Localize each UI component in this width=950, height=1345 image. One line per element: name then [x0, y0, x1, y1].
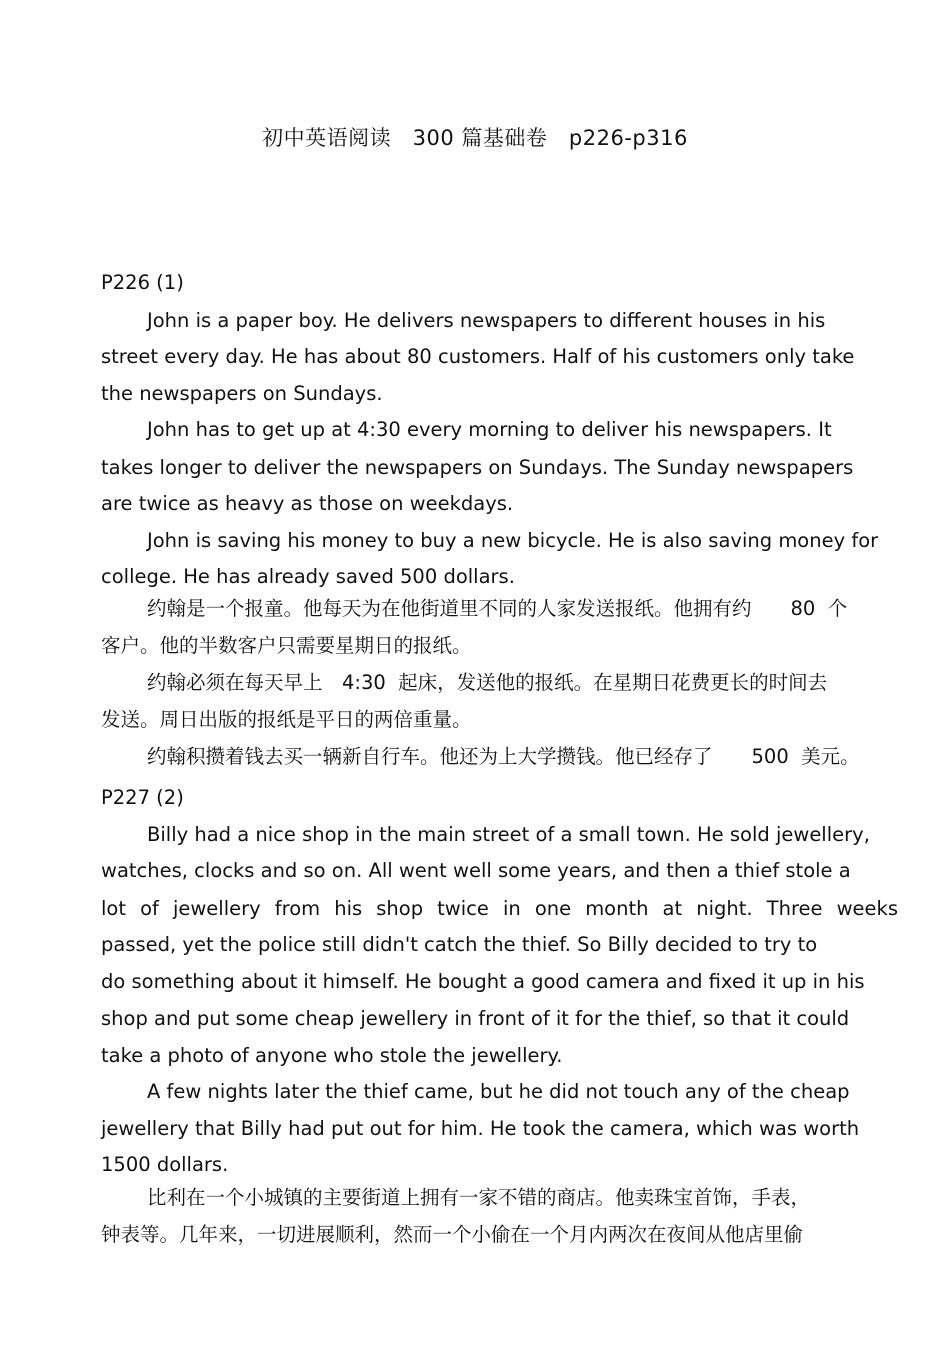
paragraph-line: watches, clocks and so on. All went well some years, and then a thief stole a	[101, 859, 851, 882]
paragraph-line: lot of jewellery from his shop twice in one month at night. Three weeks	[101, 897, 898, 920]
translation-line: 客户。他的半数客户只需要星期日的报纸。	[101, 634, 472, 657]
section-heading: P226 (1)	[101, 271, 184, 294]
translation-line: 约翰是一个报童。他每天为在他街道里不同的人家发送报纸。他拥有约 80 个	[147, 597, 848, 620]
translation-line: 钟表等。几年来，一切进展顺利，然而一个小偷在一个月内两次在夜间从他店里偷	[101, 1223, 804, 1246]
section-heading: P227 (2)	[101, 786, 184, 809]
paragraph-line: are twice as heavy as those on weekdays.	[101, 492, 514, 515]
paragraph-line: take a photo of anyone who stole the jewellery.	[101, 1044, 563, 1067]
translation-line: 发送。周日出版的报纸是平日的两倍重量。	[101, 708, 472, 731]
paragraph-line: passed, yet the police still didn't catch the thief. So Billy decided to try to	[101, 933, 818, 956]
translation-line: 约翰积攒着钱去买一辆新自行车。他还为上大学攒钱。他已经存了 500 美元。	[147, 745, 860, 768]
paragraph-line: shop and put some cheap jewellery in front of it for the thief, so that it could	[101, 1007, 850, 1030]
paragraph-line: John has to get up at 4:30 every morning to deliver his newspapers. It	[147, 418, 832, 441]
translation-line: 比利在一个小城镇的主要街道上拥有一家不错的商店。他卖珠宝首饰，手表，	[147, 1186, 811, 1209]
paragraph-line: takes longer to deliver the newspapers on Sundays. The Sunday newspapers	[101, 456, 854, 479]
translation-line: 约翰必须在每天早上 4:30 起床，发送他的报纸。在星期日花费更长的时间去	[147, 671, 828, 694]
paragraph-line: 1500 dollars.	[101, 1153, 229, 1176]
paragraph-line: jewellery that Billy had put out for him. He took the camera, which was worth	[101, 1117, 860, 1140]
paragraph-line: the newspapers on Sundays.	[101, 382, 383, 405]
paragraph-line: do something about it himself. He bought a good camera and fixed it up in his	[101, 970, 865, 993]
paragraph-line: A few nights later the thief came, but he did not touch any of the cheap	[147, 1080, 850, 1103]
paragraph-line: John is saving his money to buy a new bicycle. He is also saving money for	[147, 529, 879, 552]
page-title: 初中英语阅读 300 篇基础卷 p226-p316	[262, 126, 688, 150]
paragraph-line: college. He has already saved 500 dollars.	[101, 565, 515, 588]
paragraph-line: Billy had a nice shop in the main street of a small town. He sold jewellery,	[147, 823, 870, 846]
paragraph-line: street every day. He has about 80 customers. Half of his customers only take	[101, 345, 855, 368]
paragraph-line: John is a paper boy. He delivers newspapers to different houses in his	[147, 309, 826, 332]
